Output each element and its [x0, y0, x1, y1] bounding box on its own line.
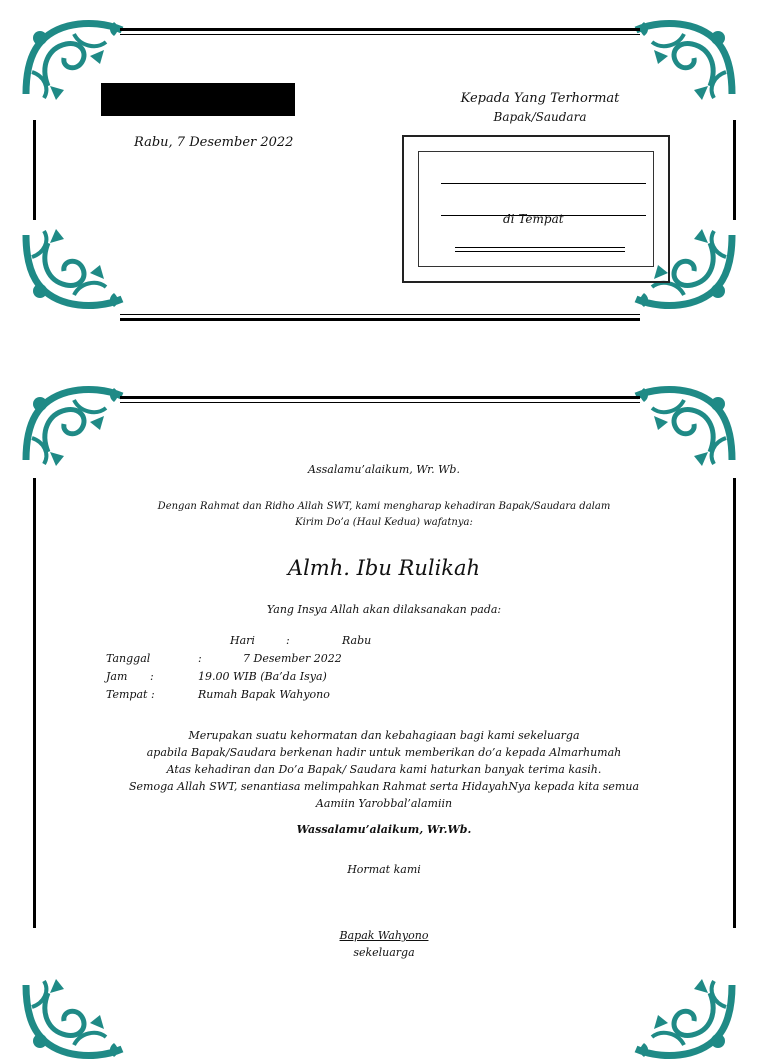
letter-top-border: [120, 396, 640, 399]
envelope-top-border-thin: [120, 34, 640, 35]
jam-value: 19.00 WIB (Ba’da Isya): [198, 670, 327, 683]
jam-label: Jam: [106, 670, 128, 683]
tempat-value: Rumah Bapak Wahyono: [198, 688, 330, 701]
ornament-top-right: [630, 16, 740, 104]
envelope-top-border: [120, 28, 640, 31]
intro-line-2: Kirim Do’a (Haul Kedua) wafatnya:: [295, 517, 473, 528]
tanggal-sep: :: [198, 652, 202, 665]
intro-line-1: Dengan Rahmat dan Ridho Allah SWT, kami mengharap kehadiran Bapak/Saudara dalam: [157, 501, 611, 512]
event-lead: Yang Insya Allah akan dilaksanakan pada:: [266, 603, 502, 616]
closing-line-3: Atas kehadiran dan Do’a Bapak/ Saudara kami haturkan banyak terima kasih.: [166, 763, 602, 776]
closing-line-4: Semoga Allah SWT, senantiasa melimpahkan Rahmat serta HidayahNya kepada kita semua: [128, 780, 640, 793]
letter-ornament-top-left: [18, 382, 128, 470]
letter-ornament-bottom-left: [18, 975, 128, 1063]
letter-ornament-top-right: [630, 382, 740, 470]
recipient-subheading: Bapak/Saudara: [493, 110, 587, 124]
hari-sep: :: [286, 634, 290, 647]
greeting: Assalamu’alaikum, Wr. Wb.: [308, 463, 460, 476]
ornament-bottom-left: [18, 225, 128, 313]
address-line-3: [455, 247, 625, 248]
envelope-right-border: [733, 120, 736, 220]
closing-salam: Wassalamu’alaikum, Wr.Wb.: [296, 823, 472, 836]
redaction-block: [101, 83, 295, 116]
envelope-bottom-border-thin: [120, 314, 640, 315]
address-line-1: [441, 183, 646, 184]
jam-sep: :: [150, 670, 154, 683]
di-tempat-label: di Tempat: [503, 212, 564, 226]
address-frame: [402, 135, 670, 283]
closing-line-1: Merupakan suatu kehormatan dan kebahagiaan bagi kami sekeluarga: [188, 729, 580, 742]
letter-top-border-thin: [120, 402, 640, 403]
closing-line-2: apabila Bapak/Saudara berkenan hadir untuk memberikan do’a kepada Almarhumah: [146, 746, 622, 759]
hari-label: Hari: [230, 634, 255, 647]
closing-line-5: Aamiin Yarobbal’alamiin: [315, 797, 453, 810]
letter-left-border: [33, 478, 36, 928]
deceased-name: Almh. Ibu Rulikah: [287, 556, 481, 580]
tanggal-label: Tanggal: [106, 652, 151, 665]
tanggal-value: 7 Desember 2022: [243, 652, 342, 665]
address-line-3-double: [455, 251, 625, 252]
envelope-left-border: [33, 120, 36, 220]
envelope-date: Rabu, 7 Desember 2022: [134, 135, 294, 150]
letter-right-border: [733, 478, 736, 928]
letter-ornament-bottom-right: [630, 975, 740, 1063]
recipient-heading: Kepada Yang Terhormat: [460, 91, 620, 106]
hormat-kami: Hormat kami: [347, 863, 421, 876]
hari-value: Rabu: [342, 634, 372, 647]
tempat-label: Tempat :: [106, 688, 155, 701]
envelope-bottom-border: [120, 318, 640, 321]
signer-name: Bapak Wahyono: [339, 929, 429, 942]
signer-sub: sekeluarga: [353, 946, 415, 959]
